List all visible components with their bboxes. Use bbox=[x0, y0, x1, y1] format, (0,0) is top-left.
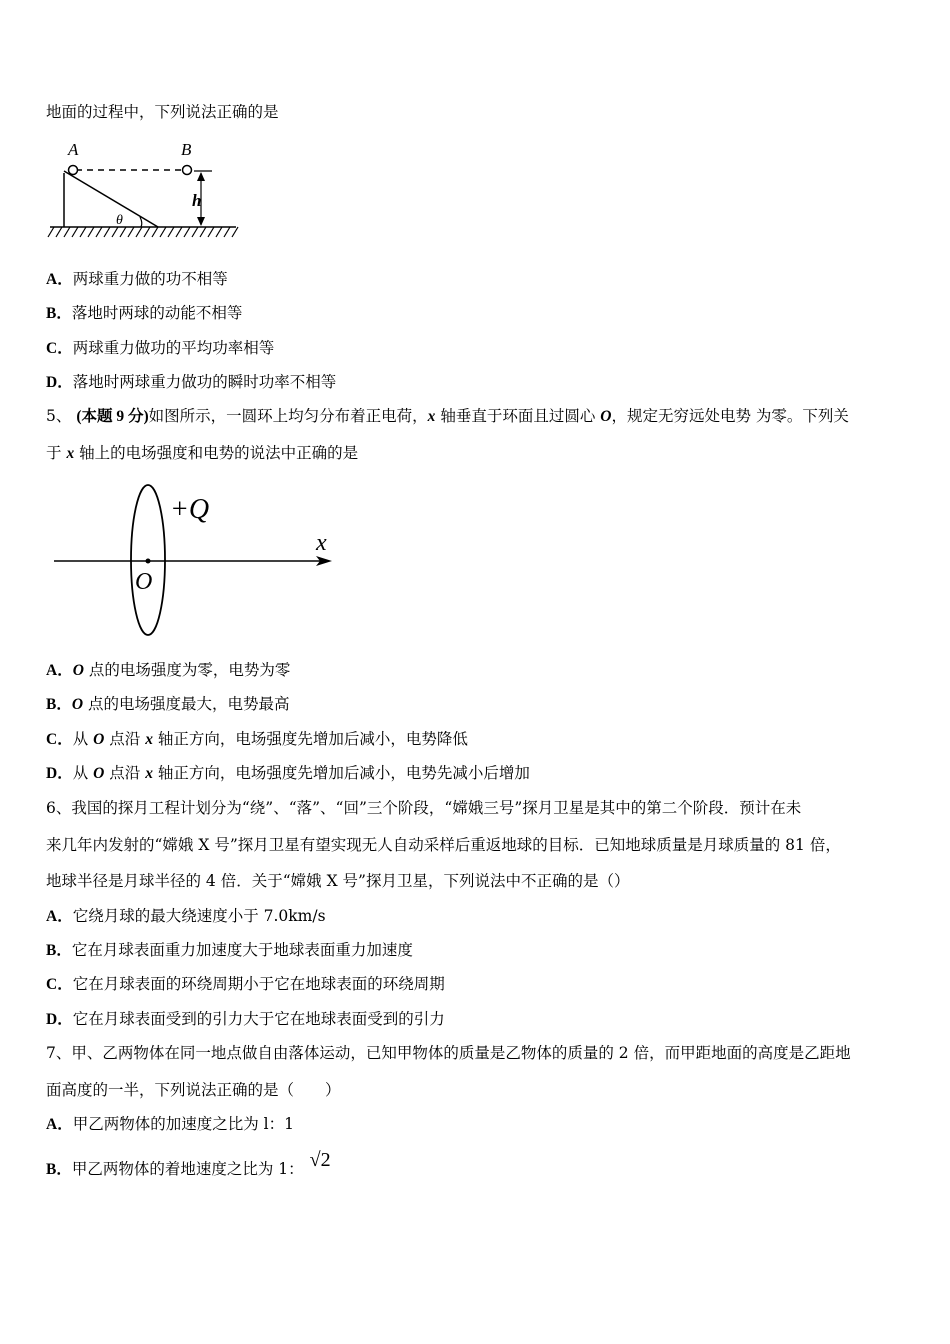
q6-stem-line2: 来几年内发射的“嫦娥 X 号”探月卫星有望实现无人自动采样后重返地球的目标．已知地球质量是月球质量的 81 倍， bbox=[46, 836, 841, 854]
q4-option-b: B．落地时两球的动能不相等 bbox=[46, 304, 243, 322]
label-a: A bbox=[68, 140, 79, 159]
q5-option-c: C．从 O 点沿 x 轴正方向，电场强度先增加后减小，电势降低 bbox=[46, 730, 468, 748]
center-point bbox=[146, 559, 151, 564]
q6-stem-line1: 6、我国的探月工程计划分为“绕”、“落”、“回”三个阶段，“嫦娥三号”探月卫星是其中的第二个阶段．预计在未 bbox=[46, 799, 802, 817]
q5-stem-line1: 5、 (本题 9 分)如图所示，一圆环上均匀分布着正电荷，x 轴垂直于环面且过圆心 O，规定无穷远处电势 为零。下列关 bbox=[46, 407, 849, 425]
ring-figure bbox=[50, 480, 350, 642]
q7-stem-line1: 7、甲、乙两物体在同一地点做自由落体运动，已知甲物体的质量是乙物体的质量的 2 倍，而甲距地面的高度是乙距地 bbox=[46, 1044, 851, 1062]
q7-option-b: B．甲乙两物体的着地速度之比为 1： √2 bbox=[46, 1149, 331, 1178]
q4-option-a: A．两球重力做的功不相等 bbox=[46, 270, 228, 288]
incline-figure bbox=[44, 135, 244, 245]
q6-option-d: D．它在月球表面受到的引力大于它在地球表面受到的引力 bbox=[46, 1010, 445, 1028]
label-theta: θ bbox=[116, 213, 123, 228]
ball-b bbox=[183, 166, 192, 175]
label-o: O bbox=[135, 569, 153, 595]
q4-option-c: C．两球重力做功的平均功率相等 bbox=[46, 339, 275, 357]
sqrt-two: √2 bbox=[309, 1149, 331, 1171]
q5-stem-line2: 于 x 轴上的电场强度和电势的说法中正确的是 bbox=[46, 444, 359, 462]
label-h: h bbox=[192, 191, 202, 210]
q6-option-b: B．它在月球表面重力加速度大于地球表面重力加速度 bbox=[46, 941, 413, 959]
q7-option-a: A．甲乙两物体的加速度之比为 l：1 bbox=[46, 1115, 294, 1133]
q7-stem-line2: 面高度的一半，下列说法正确的是（ ） bbox=[46, 1081, 341, 1099]
q4-option-d: D．落地时两球重力做功的瞬时功率不相等 bbox=[46, 373, 337, 391]
q6-option-c: C．它在月球表面的环绕周期小于它在地球表面的环绕周期 bbox=[46, 975, 445, 993]
q4-stem-tail: 地面的过程中，下列说法正确的是 bbox=[46, 103, 279, 121]
label-b: B bbox=[181, 140, 192, 159]
label-x: x bbox=[316, 530, 327, 556]
q5-option-a: A．O 点的电场强度为零，电势为零 bbox=[46, 661, 291, 679]
label-plus-q: +Q bbox=[170, 494, 210, 525]
q5-option-b: B．O 点的电场强度最大，电势最高 bbox=[46, 695, 290, 713]
q5-option-d: D．从 O 点沿 x 轴正方向，电场强度先增加后减小，电势先减小后增加 bbox=[46, 764, 530, 782]
ball-a bbox=[69, 166, 78, 175]
q6-stem-line3: 地球半径是月球半径的 4 倍．关于“嫦娥 X 号”探月卫星，下列说法中不正确的是（） bbox=[46, 872, 630, 890]
q6-option-a: A．它绕月球的最大绕速度小于 7.0km/s bbox=[46, 907, 326, 925]
